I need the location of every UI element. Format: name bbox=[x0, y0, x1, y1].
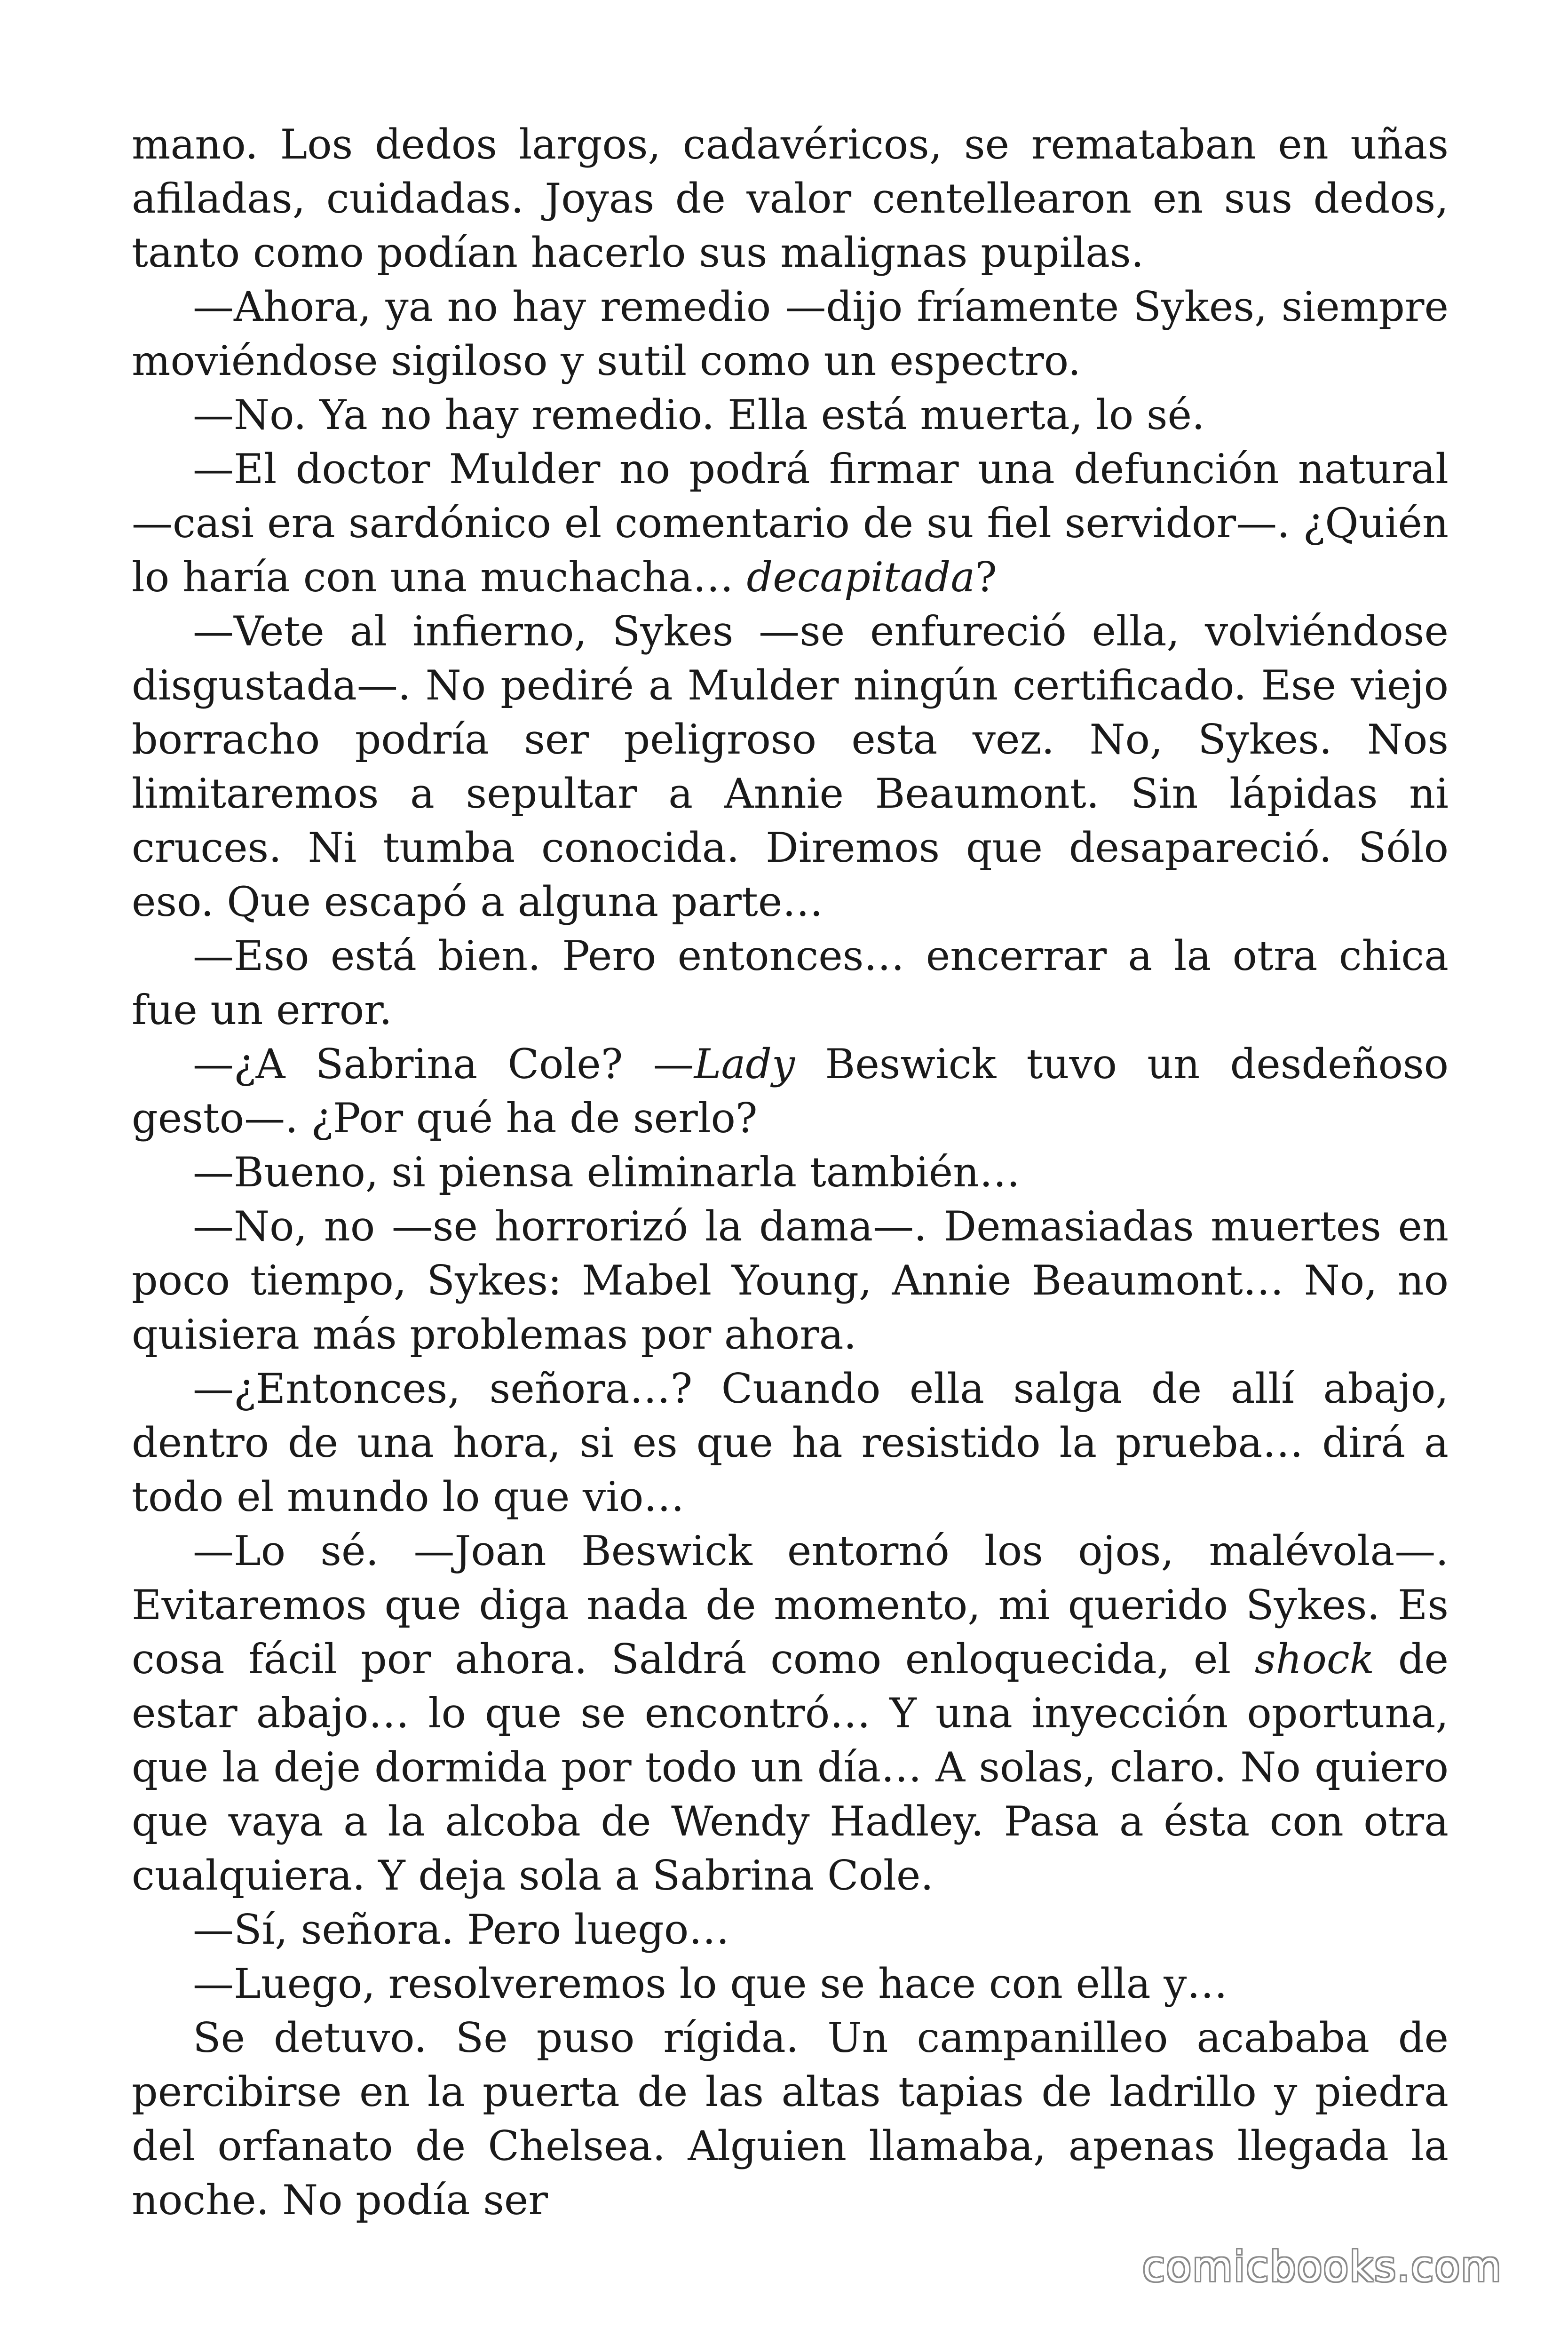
text-segment: —Bueno, si piensa eliminarla también… bbox=[193, 1148, 1021, 1196]
paragraph bbox=[132, 604, 1449, 929]
text-segment: —Sí, señora. Pero luego… bbox=[193, 1906, 730, 1954]
paragraph bbox=[132, 929, 1449, 1037]
watermark: comicbooks.com bbox=[1142, 2242, 1502, 2291]
text-segment: —No. Ya no hay remedio. Ella está muerta, lo sé. bbox=[193, 391, 1205, 439]
text-segment: mano. Los dedos largos, cadavéricos, se remataban en uñas afiladas, cuidadas. Joyas de valor centellearon en sus dedos, tanto como podían hacerlo sus malignas pupilas. bbox=[132, 120, 1449, 277]
paragraph bbox=[132, 442, 1449, 604]
italic-text: shock bbox=[1254, 1635, 1375, 1683]
paragraph bbox=[132, 388, 1449, 442]
paragraph bbox=[132, 1524, 1449, 1903]
text-segment: —Eso está bien. Pero entonces… encerrar a la otra chica fue un error. bbox=[132, 932, 1449, 1034]
paragraph bbox=[132, 1362, 1449, 1524]
paragraph bbox=[132, 2011, 1449, 2227]
paragraph bbox=[132, 1037, 1449, 1145]
text-segment: —Vete al infierno, Sykes —se enfureció ella, volviéndose disgustada—. No pediré a Mulder ningún certificado. Ese viejo borracho podría ser peligroso esta vez. No, Sykes. Nos limitaremos a sepultar a Annie Beaumont. Sin lápidas ni cruces. Ni tumba conocida. Diremos que desapareció. Sólo eso. Que escapó a alguna parte… bbox=[132, 607, 1449, 926]
text-segment: —Ahora, ya no hay remedio —dijo fríamente Sykes, siempre moviéndose sigiloso y sutil como un espectro. bbox=[132, 283, 1449, 385]
text-segment: —Luego, resolveremos lo que se hace con ella y… bbox=[193, 1960, 1228, 2008]
page-text bbox=[132, 118, 1449, 2227]
text-segment: —No, no —se horrorizó la dama—. Demasiadas muertes en poco tiempo, Sykes: Mabel Young, Annie Beaumont… No, no quisiera más problemas por ahora. bbox=[132, 1202, 1449, 1359]
text-segment: —¿Entonces, señora…? Cuando ella salga de allí abajo, dentro de una hora, si es que ha resistido la prueba… dirá a todo el mundo lo que vio… bbox=[132, 1365, 1449, 1521]
text-segment: Se detuvo. Se puso rígida. Un campanilleo acababa de percibirse en la puerta de las altas tapias de ladrillo y piedra del orfanato de Chelsea. Alguien llamaba, apenas llegada la noche. No podía ser bbox=[132, 2014, 1449, 2224]
italic-text: Lady bbox=[694, 1040, 795, 1088]
text-segment: Beswick tuvo un desdeñoso gesto—. ¿Por qué ha de serlo? bbox=[132, 1040, 1449, 1142]
text-segment: —El doctor Mulder no podrá firmar una defunción natural —casi era sardónico el comentario de su fiel servidor—. ¿Quién lo haría con una muchacha… bbox=[132, 445, 1449, 601]
paragraph bbox=[132, 1200, 1449, 1362]
paragraph bbox=[132, 1957, 1449, 2011]
paragraph bbox=[132, 1903, 1449, 1957]
text-segment: de estar abajo… lo que se encontró… Y una inyección oportuna, que la deje dormida por todo un día… A solas, claro. No quiero que vaya a la alcoba de Wendy Hadley. Pasa a ésta con otra cualquiera. Y deja sola a Sabrina Cole. bbox=[132, 1635, 1449, 1899]
text-segment: ? bbox=[975, 553, 997, 601]
paragraph bbox=[132, 1145, 1449, 1200]
paragraph bbox=[132, 118, 1449, 280]
paragraph bbox=[132, 280, 1449, 388]
italic-text: decapitada bbox=[746, 553, 975, 601]
text-segment: —¿A Sabrina Cole? — bbox=[193, 1040, 694, 1088]
text-segment: —Lo sé. —Joan Beswick entornó los ojos, malévola—. Evitaremos que diga nada de momento, mi querido Sykes. Es cosa fácil por ahora. Saldrá como enloquecida, el bbox=[132, 1527, 1449, 1683]
